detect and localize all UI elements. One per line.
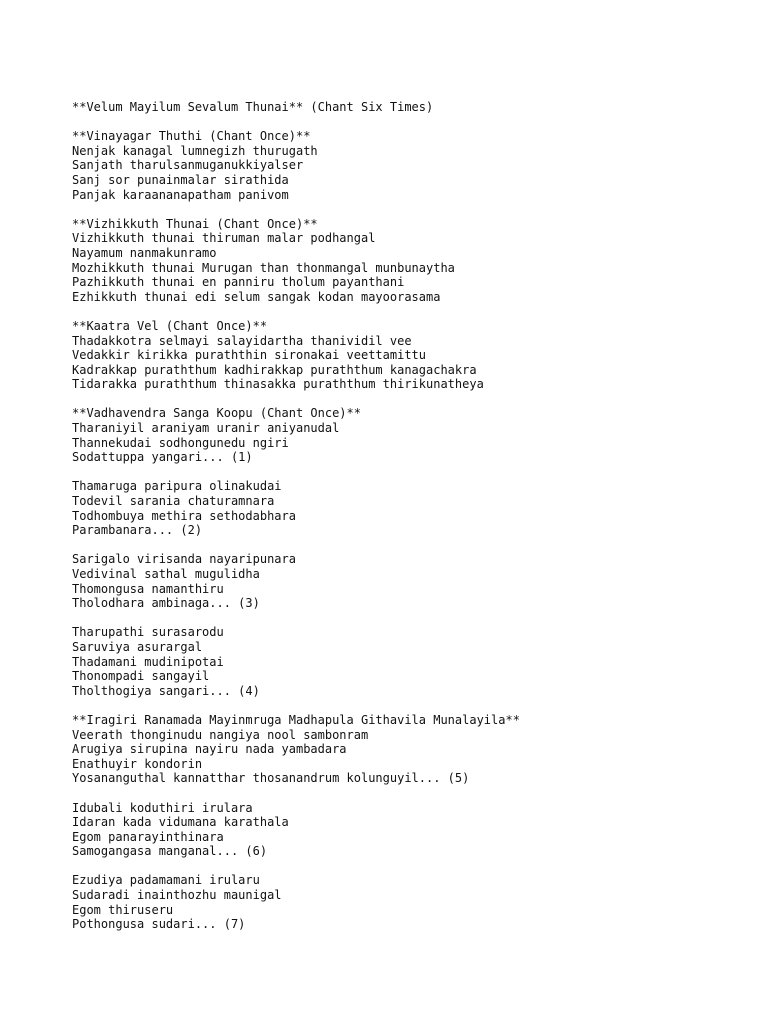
title-block <box>72 100 752 115</box>
text-line: Thadamani mudinipotai <box>72 654 224 669</box>
text-line: Egom panarayinthinara <box>72 829 224 844</box>
text-line: Todhombuya methira sethodabhara <box>72 508 296 523</box>
text-line: Pothongusa sudari... (7) <box>72 917 246 932</box>
text-line: Sodattuppa yangari... (1) <box>72 450 253 465</box>
text-line: Egom thiruseru <box>72 902 174 917</box>
text-line: Enathuyir kondorin <box>72 756 203 771</box>
text-line: Arugiya sirupina nayiru nada yambadara <box>72 742 347 757</box>
text-line: Thamaruga paripura olinakudai <box>72 479 282 494</box>
text-line: Mozhikkuth thunai Murugan than thonmangal munbunaytha <box>72 260 455 275</box>
text-line: Idubali koduthiri irulara <box>72 800 253 815</box>
section-kaatra-vel <box>72 319 752 392</box>
text-line: Thonompadi sangayil <box>72 669 210 684</box>
text-line: Pazhikkuth thunai en panniru tholum payanthani <box>72 275 405 290</box>
text-line: Nayamum nanmakunramo <box>72 245 217 260</box>
text-line: Saruviya asurargal <box>72 639 203 654</box>
text-line: Tharaniyil araniyam uranir aniyanudal <box>72 421 340 436</box>
text-line: Thomongusa namanthiru <box>72 581 224 596</box>
section-vadhavendra-verse-1 <box>72 406 752 464</box>
verse-3 <box>72 552 752 610</box>
verse-6 <box>72 801 752 859</box>
text-line: Yosananguthal kannatthar thosanandrum kolunguyil... (5) <box>72 771 470 786</box>
text-line: Parambanara... (2) <box>72 523 203 538</box>
text-line: Todevil sarania chaturamnara <box>72 494 275 509</box>
text-line: Vizhikkuth thunai thiruman malar podhangal <box>72 231 376 246</box>
text-line: Veerath thonginudu nangiya nool sambonram <box>72 727 369 742</box>
section-vizhikkuth-thunai <box>72 217 752 305</box>
section-heading: **Vizhikkuth Thunai (Chant Once)** <box>72 216 318 231</box>
text-line: Kadrakkap puraththum kadhirakkap puraththum kanagachakra <box>72 362 477 377</box>
text-line: Sanjath tharulsanmuganukkiyalser <box>72 158 304 173</box>
text-line: Vedivinal sathal mugulidha <box>72 567 260 581</box>
text-line: Tidarakka puraththum thinasakka puraththum thirikunatheya <box>72 377 484 392</box>
text-line: Ezhikkuth thunai edi selum sangak kodan mayoorasama <box>72 289 441 304</box>
text-line: Tharupathi surasarodu <box>72 625 224 640</box>
section-heading: **Vinayagar Thuthi (Chant Once)** <box>72 129 311 144</box>
text-line: Samogangasa manganal... (6) <box>72 844 268 859</box>
text-line: Ezudiya padamamani irularu <box>72 873 260 888</box>
section-heading: **Kaatra Vel (Chant Once)** <box>72 318 268 333</box>
text-line: **Velum Mayilum Sevalum Thunai** (Chant Six Times) <box>72 100 434 114</box>
text-line: Sanj sor punainmalar sirathida <box>72 172 289 187</box>
text-line: Thannekudai sodhongunedu ngiri <box>72 435 289 450</box>
section-heading: **Vadhavendra Sanga Koopu (Chant Once)** <box>72 406 361 421</box>
text-line: Tholodhara ambinaga... (3) <box>72 596 260 611</box>
text-line: Nenjak kanagal lumnegizh thurugath <box>72 143 318 158</box>
verse-4 <box>72 625 752 698</box>
verse-7 <box>72 873 752 931</box>
section-heading: **Iragiri Ranamada Mayinmruga Madhapula Githavila Munalayila** <box>72 712 520 727</box>
verse-2 <box>72 479 752 537</box>
text-line: Sarigalo virisanda nayaripunara <box>72 552 296 567</box>
text-line: Idaran kada vidumana karathala <box>72 815 289 830</box>
text-line: Panjak karaananapatham panivom <box>72 187 289 202</box>
text-line: Tholthogiya sangari... (4) <box>72 683 260 698</box>
document-body <box>72 100 752 946</box>
section-iragiri-verse-5 <box>72 713 752 786</box>
text-line: Sudaradi inainthozhu maunigal <box>72 888 282 903</box>
text-line: Thadakkotra selmayi salayidartha thanividil vee <box>72 333 412 348</box>
section-vinayagar-thuthi <box>72 129 752 202</box>
text-line: Vedakkir kirikka puraththin sironakai veettamittu <box>72 348 427 363</box>
